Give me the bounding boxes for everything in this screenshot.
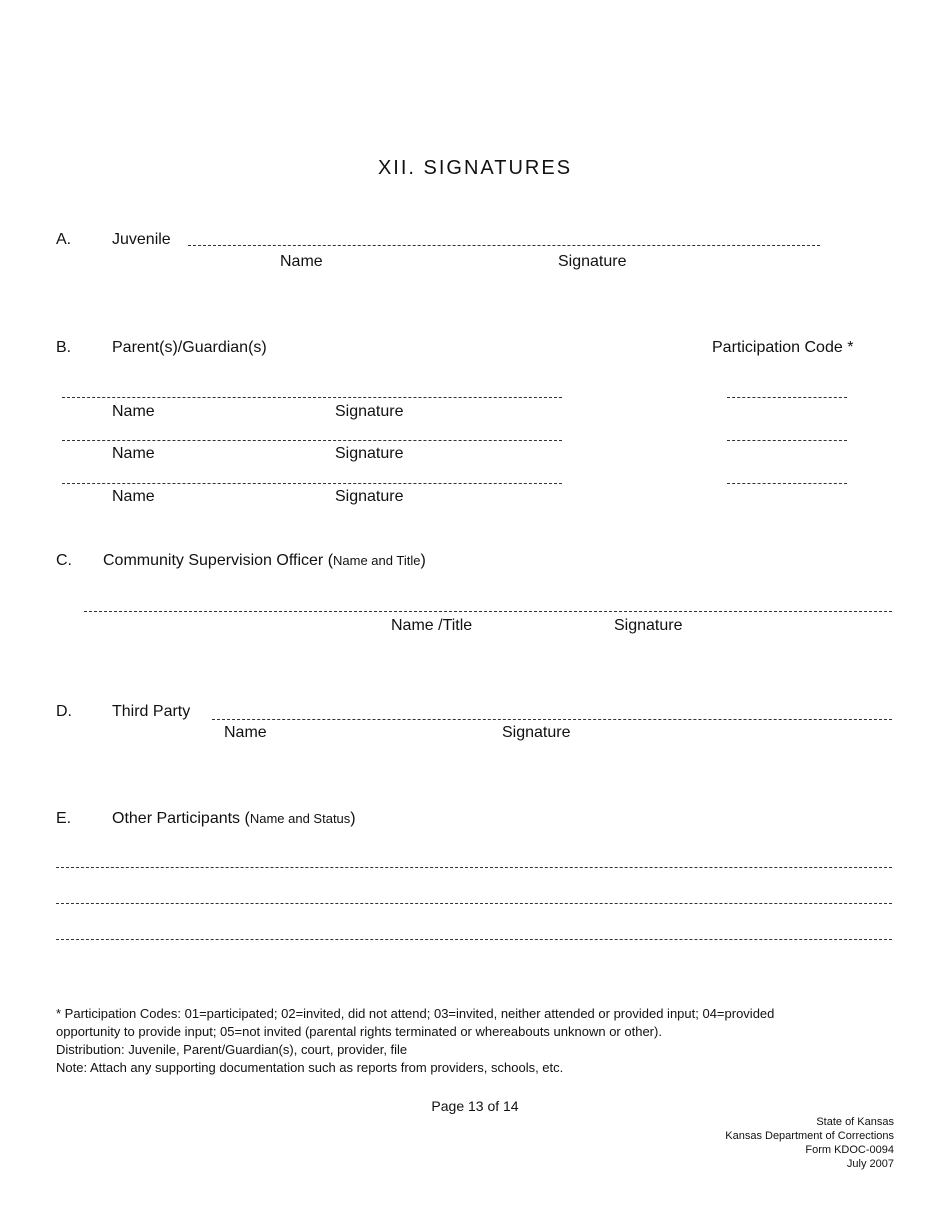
agency-form-date: July 2007 xyxy=(846,1158,894,1170)
section-c-sublabel: Name and Title xyxy=(333,553,421,568)
section-c-paren-open: ( xyxy=(327,552,334,569)
section-e-paren-close: ) xyxy=(350,810,356,827)
guardian-3-signature-line[interactable] xyxy=(62,483,562,484)
guardian-1-signature-line[interactable] xyxy=(62,397,562,398)
page-number: Page 13 of 14 xyxy=(431,1098,519,1114)
section-d-label: Third Party xyxy=(112,703,191,720)
officer-signature-line[interactable] xyxy=(84,611,892,612)
agency-form-number: Form KDOC-0094 xyxy=(805,1144,894,1156)
page-title: XII. SIGNATURES xyxy=(377,157,573,179)
footnote-codes-line-2: opportunity to provide input; 05=not invited (parental rights terminated or whereabouts unknown or other). xyxy=(56,1024,662,1039)
guardian-2-name-caption: Name xyxy=(112,445,155,462)
agency-department: Kansas Department of Corrections xyxy=(725,1130,894,1142)
section-d-letter: D. xyxy=(56,703,72,720)
guardian-2-code-line[interactable] xyxy=(727,440,847,441)
section-c-label: Community Supervision Officer xyxy=(103,552,324,569)
participation-code-header: Participation Code * xyxy=(712,339,854,356)
juvenile-signature-caption: Signature xyxy=(558,253,627,270)
guardian-1-signature-caption: Signature xyxy=(335,403,404,420)
footnote-distribution: Distribution: Juvenile, Parent/Guardian(s), court, provider, file xyxy=(56,1042,408,1057)
section-b-label: Parent(s)/Guardian(s) xyxy=(112,339,267,356)
other-participant-line-1[interactable] xyxy=(56,867,892,868)
section-e-sublabel: Name and Status xyxy=(249,811,351,826)
officer-name-title-caption: Name /Title xyxy=(391,617,473,634)
agency-state: State of Kansas xyxy=(816,1116,894,1128)
section-c-heading xyxy=(103,552,426,570)
officer-signature-caption: Signature xyxy=(614,617,683,634)
guardian-2-signature-caption: Signature xyxy=(335,445,404,462)
section-e-paren-open: ( xyxy=(244,810,250,827)
guardian-2-signature-line[interactable] xyxy=(62,440,562,441)
section-e-label: Other Participants xyxy=(112,810,241,827)
footnote-block xyxy=(56,1005,774,1077)
third-party-signature-caption: Signature xyxy=(502,724,571,741)
footnote-codes-line-1: * Participation Codes: 01=participated; 02=invited, did not attend; 03=invited, neither attended or provided input; 04=provided xyxy=(56,1006,775,1021)
guardian-3-signature-caption: Signature xyxy=(335,488,404,505)
section-a-label: Juvenile xyxy=(112,231,171,248)
juvenile-signature-line[interactable] xyxy=(188,245,820,246)
footnote-note: Note: Attach any supporting documentation such as reports from providers, schools, etc. xyxy=(56,1060,564,1075)
guardian-1-name-caption: Name xyxy=(112,403,155,420)
section-c-letter: C. xyxy=(56,552,72,569)
section-b-letter: B. xyxy=(56,339,72,356)
section-c-paren-close: ) xyxy=(420,552,426,569)
other-participant-line-3[interactable] xyxy=(56,939,892,940)
juvenile-name-caption: Name xyxy=(280,253,323,270)
guardian-3-name-caption: Name xyxy=(112,488,155,505)
section-e-letter: E. xyxy=(56,810,72,827)
section-a-letter: A. xyxy=(56,231,72,248)
agency-block xyxy=(725,1115,894,1171)
section-e-heading xyxy=(112,810,356,828)
guardian-3-code-line[interactable] xyxy=(727,483,847,484)
third-party-name-caption: Name xyxy=(224,724,267,741)
other-participant-line-2[interactable] xyxy=(56,903,892,904)
guardian-1-code-line[interactable] xyxy=(727,397,847,398)
third-party-signature-line[interactable] xyxy=(212,719,892,720)
